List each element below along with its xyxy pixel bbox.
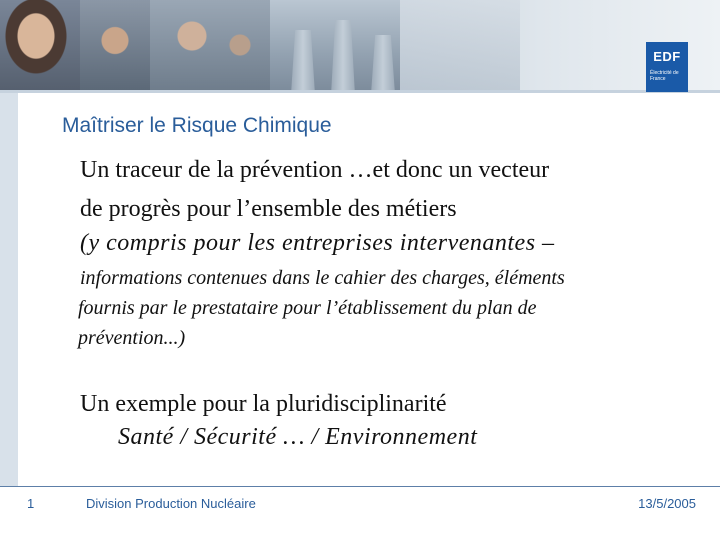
footer-divider (0, 486, 720, 487)
body-line-3: (y compris pour les entreprises intervenantes – (80, 230, 555, 256)
left-decorative-band (0, 93, 18, 486)
slide-title: Maîtriser le Risque Chimique (62, 114, 332, 137)
body-line-1: Un traceur de la prévention …et donc un vecteur (80, 157, 550, 183)
body-line-7: Un exemple pour la pluridisciplinarité (80, 391, 447, 417)
body-line-6: prévention...) (78, 327, 186, 349)
footer-division: Division Production Nucléaire (86, 496, 256, 511)
header-separator (0, 90, 720, 93)
edf-logo-subtext: Électricité de France (650, 70, 679, 82)
slide-number: 1 (27, 496, 35, 511)
body-line-4: informations contenues dans le cahier des charges, éléments (80, 267, 565, 289)
header-photo-banner (0, 0, 720, 90)
photo-woman-phone (0, 0, 80, 90)
body-line-2: de progrès pour l’ensemble des métiers (80, 196, 457, 222)
footer-date: 13/5/2005 (638, 496, 696, 511)
photo-worker (80, 0, 150, 90)
body-line-5: fournis par le prestataire pour l’établissement du plan de (78, 297, 537, 319)
photo-fade (400, 0, 520, 90)
photo-technicians (150, 0, 270, 90)
edf-logo-text: EDF (653, 49, 681, 64)
body-line-8: Santé / Sécurité … / Environnement (118, 424, 478, 450)
edf-logo (646, 42, 688, 92)
